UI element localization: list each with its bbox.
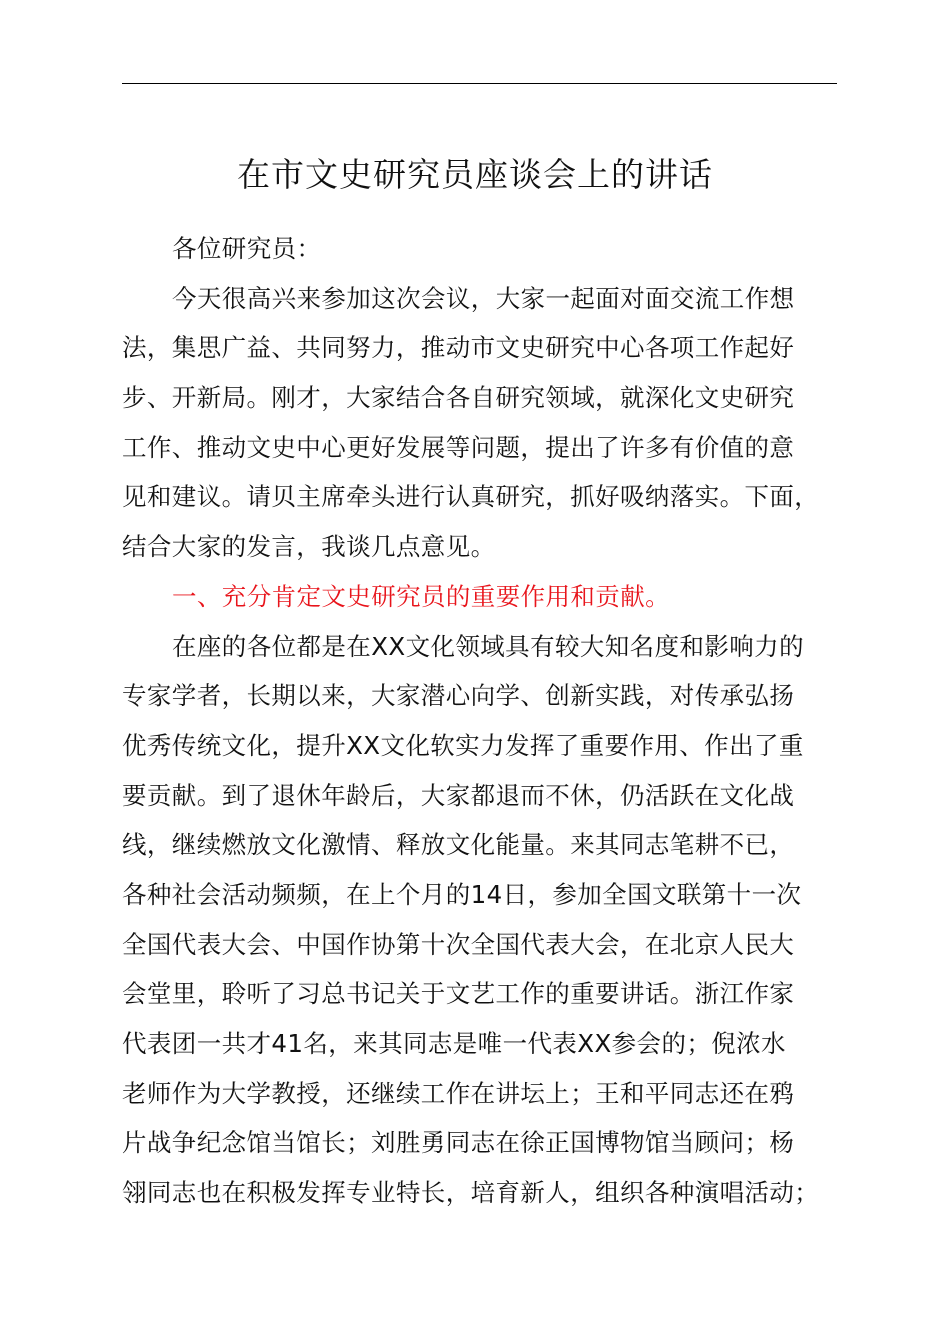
text-line: 工作、推动文史中心更好发展等问题，提出了许多有价值的意 (122, 432, 795, 462)
text-line: 在座的各位都是在XX文化领域具有较大知名度和影响力的 (172, 631, 804, 661)
text-line: 片战争纪念馆当馆长；刘胜勇同志在徐正国博物馆当顾问；杨 (122, 1128, 795, 1158)
text-line: 代表团一共才41名，来其同志是唯一代表XX参会的；倪浓水 (122, 1029, 786, 1058)
page-title: 在市文史研究员座谈会上的讲话 (237, 155, 713, 194)
text-line: 线，继续燃放文化激情、释放文化能量。来其同志笔耕不已， (122, 830, 795, 860)
text-line: 见和建议。请贝主席牵头进行认真研究，抓好吸纳落实。下面， (122, 482, 820, 512)
text-line: 全国代表大会、中国作协第十次全国代表大会，在北京人民大 (122, 929, 795, 959)
speech-body (122, 224, 837, 1218)
salutation: 各位研究员： (172, 234, 322, 263)
text-line: 专家学者，长期以来，大家潜心向学、创新实践，对传承弘扬 (122, 681, 795, 711)
text-line: 会堂里，聆听了习总书记关于文艺工作的重要讲话。浙江作家 (122, 979, 795, 1009)
text-line: 老师作为大学教授，还继续工作在讲坛上；王和平同志还在鸦 (122, 1078, 795, 1108)
text-line: 法，集思广益、共同努力，推动市文史研究中心各项工作起好 (122, 333, 795, 363)
text-line: 优秀传统文化，提升XX文化软实力发挥了重要作用、作出了重 (122, 730, 804, 760)
text-line: 翎同志也在积极发挥专业特长，培育新人，组织各种演唱活动； (122, 1178, 820, 1208)
text-line: 各种社会活动频频，在上个月的14日，参加全国文联第十一次 (122, 879, 802, 909)
section-heading: 一、充分肯定文史研究员的重要作用和贡献。 (172, 581, 670, 611)
text-line: 结合大家的发言，我谈几点意见。 (122, 532, 496, 562)
text-line: 今天很高兴来参加这次会议，大家一起面对面交流工作想 (172, 283, 795, 313)
header-rule (122, 83, 837, 84)
text-line: 步、开新局。刚才，大家结合各自研究领域，就深化文史研究 (122, 383, 795, 413)
text-line: 要贡献。到了退休年龄后，大家都退而不休，仍活跃在文化战 (122, 780, 795, 810)
